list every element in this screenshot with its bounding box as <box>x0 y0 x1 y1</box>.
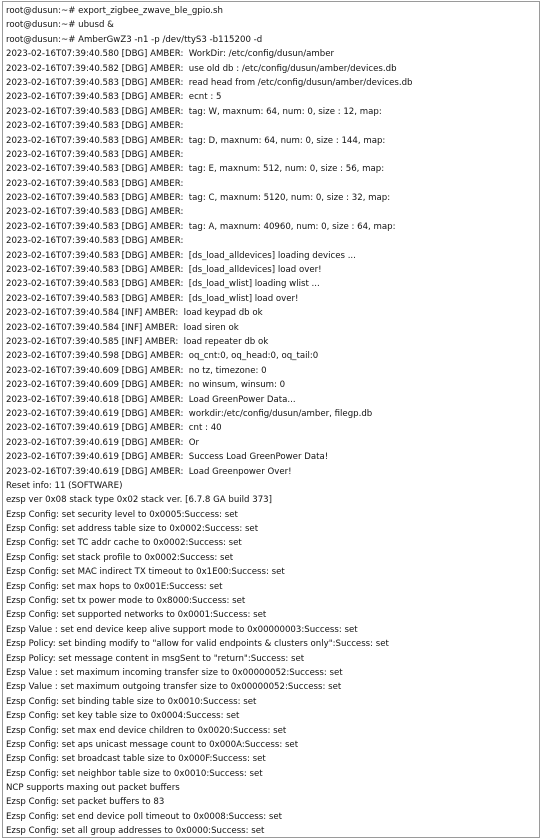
terminal-line: 2023-02-16T07:39:40.583 [DBG] AMBER: [ds_load_alldevices] loading devices ... <box>6 250 356 261</box>
terminal-line: Reset info: 11 (SOFTWARE) <box>6 480 123 491</box>
terminal-line: 2023-02-16T07:39:40.619 [DBG] AMBER: Load Greenpower Over! <box>6 466 292 477</box>
terminal-line: 2023-02-16T07:39:40.619 [DBG] AMBER: Success Load GreenPower Data! <box>6 452 329 463</box>
terminal-window[interactable] <box>2 1 540 838</box>
terminal-line: 2023-02-16T07:39:40.583 [DBG] AMBER: [ds_load_alldevices] load over! <box>6 265 322 276</box>
terminal-line: Ezsp Config: set neighbor table size to 0x0010:Success: set <box>6 768 263 779</box>
terminal-line: 2023-02-16T07:39:40.598 [DBG] AMBER: oq_cnt:0, oq_head:0, oq_tail:0 <box>6 351 319 362</box>
terminal-line: 2023-02-16T07:39:40.584 [INF] AMBER: load siren ok <box>6 322 239 333</box>
terminal-line: Ezsp Config: set end device poll timeout to 0x0008:Success: set <box>6 811 283 822</box>
terminal-line: Ezsp Value : set maximum outgoing transfer size to 0x00000052:Success: set <box>6 682 342 693</box>
terminal-line: 2023-02-16T07:39:40.583 [DBG] AMBER: tag: E, maxnum: 512, num: 0, size : 56, map: <box>6 164 385 175</box>
terminal-line: 2023-02-16T07:39:40.609 [DBG] AMBER: no winsum, winsum: 0 <box>6 380 286 391</box>
terminal-line: Ezsp Policy: set binding modify to "allow for valid endpoints & clusters only":Success: set <box>6 639 389 650</box>
terminal-line: Ezsp Config: set binding table size to 0x0010:Success: set <box>6 696 257 707</box>
terminal-line: root@dusun:~# export_zigbee_zwave_ble_gpio.sh <box>6 6 223 16</box>
terminal-line: 2023-02-16T07:39:40.618 [DBG] AMBER: Load GreenPower Data... <box>6 394 296 405</box>
terminal-line: Ezsp Config: set broadcast table size to 0x000F:Success: set <box>6 754 266 765</box>
terminal-line: ezsp ver 0x08 stack type 0x02 stack ver. [6.7.8 GA build 373] <box>6 495 272 506</box>
terminal-line: Ezsp Config: set address table size to 0x0002:Success: set <box>6 524 259 535</box>
terminal-line: 2023-02-16T07:39:40.583 [DBG] AMBER: [ds_load_wlist] load over! <box>6 293 299 304</box>
terminal-line: 2023-02-16T07:39:40.584 [INF] AMBER: load keypad db ok <box>6 308 263 319</box>
terminal-line: 2023-02-16T07:39:40.583 [DBG] AMBER: tag: C, maxnum: 5120, num: 0, size : 32, map: <box>6 193 391 204</box>
terminal-line: root@dusun:~# ubusd & <box>6 20 114 31</box>
terminal-output <box>3 2 539 838</box>
terminal-line: Ezsp Config: set all group addresses to 0x0000:Success: set <box>6 826 265 837</box>
terminal-line: Ezsp Config: set packet buffers to 83 <box>6 797 165 808</box>
terminal-line: Ezsp Config: set stack profile to 0x0002:Success: set <box>6 552 234 563</box>
terminal-line: Ezsp Config: set max hops to 0x001E:Success: set <box>6 581 223 592</box>
terminal-line: Ezsp Config: set TC addr cache to 0x0002:Success: set <box>6 538 242 549</box>
terminal-line: root@dusun:~# AmberGwZ3 -n1 -p /dev/ttyS3 -b115200 -d <box>6 34 263 45</box>
terminal-line: 2023-02-16T07:39:40.583 [DBG] AMBER: <box>6 207 184 218</box>
terminal-line: 2023-02-16T07:39:40.619 [DBG] AMBER: workdir:/etc/config/dusun/amber, filegp.db <box>6 408 373 419</box>
terminal-line: 2023-02-16T07:39:40.583 [DBG] AMBER: tag: W, maxnum: 64, num: 0, size : 12, map: <box>6 106 382 117</box>
terminal-line: 2023-02-16T07:39:40.583 [DBG] AMBER: [ds_load_wlist] loading wlist ... <box>6 279 320 290</box>
terminal-line: 2023-02-16T07:39:40.583 [DBG] AMBER: read head from /etc/config/dusun/amber/devices.db <box>6 77 413 88</box>
terminal-line: 2023-02-16T07:39:40.583 [DBG] AMBER: <box>6 236 184 247</box>
terminal-line: 2023-02-16T07:39:40.583 [DBG] AMBER: tag: A, maxnum: 40960, num: 0, size : 64, map: <box>6 221 396 232</box>
terminal-line: 2023-02-16T07:39:40.582 [DBG] AMBER: use old db : /etc/config/dusun/amber/devices.db <box>6 63 397 74</box>
terminal-line: Ezsp Policy: set message content in msgSent to "return":Success: set <box>6 653 305 664</box>
terminal-line: 2023-02-16T07:39:40.583 [DBG] AMBER: ecnt : 5 <box>6 92 222 103</box>
terminal-line: 2023-02-16T07:39:40.619 [DBG] AMBER: cnt : 40 <box>6 423 222 434</box>
terminal-line: Ezsp Config: set security level to 0x0005:Success: set <box>6 509 238 520</box>
terminal-line: Ezsp Config: set tx power mode to 0x8000:Success: set <box>6 596 246 607</box>
terminal-line: NCP supports maxing out packet buffers <box>6 783 180 794</box>
terminal-line: 2023-02-16T07:39:40.585 [INF] AMBER: load repeater db ok <box>6 336 269 347</box>
terminal-line: Ezsp Config: set aps unicast message count to 0x000A:Success: set <box>6 739 299 750</box>
terminal-line: 2023-02-16T07:39:40.583 [DBG] AMBER: <box>6 178 184 189</box>
terminal-line: Ezsp Value : set maximum incoming transfer size to 0x00000052:Success: set <box>6 667 343 678</box>
terminal-line: Ezsp Config: set max end device children to 0x0020:Success: set <box>6 725 287 736</box>
terminal-line: Ezsp Config: set supported networks to 0x0001:Success: set <box>6 610 267 621</box>
terminal-line: Ezsp Config: set key table size to 0x0004:Success: set <box>6 711 240 722</box>
terminal-line: Ezsp Value : set end device keep alive support mode to 0x00000003:Success: set <box>6 624 358 635</box>
terminal-line: 2023-02-16T07:39:40.583 [DBG] AMBER: tag: D, maxnum: 64, num: 0, size : 144, map: <box>6 135 386 146</box>
terminal-line: 2023-02-16T07:39:40.580 [DBG] AMBER: WorkDir: /etc/config/dusun/amber <box>6 49 335 60</box>
terminal-line: Ezsp Config: set MAC indirect TX timeout to 0x1E00:Success: set <box>6 567 285 578</box>
terminal-line: 2023-02-16T07:39:40.583 [DBG] AMBER: <box>6 149 184 160</box>
terminal-line: 2023-02-16T07:39:40.609 [DBG] AMBER: no tz, timezone: 0 <box>6 365 267 376</box>
terminal-line: 2023-02-16T07:39:40.583 [DBG] AMBER: <box>6 121 184 132</box>
terminal-line: 2023-02-16T07:39:40.619 [DBG] AMBER: Or <box>6 437 200 448</box>
